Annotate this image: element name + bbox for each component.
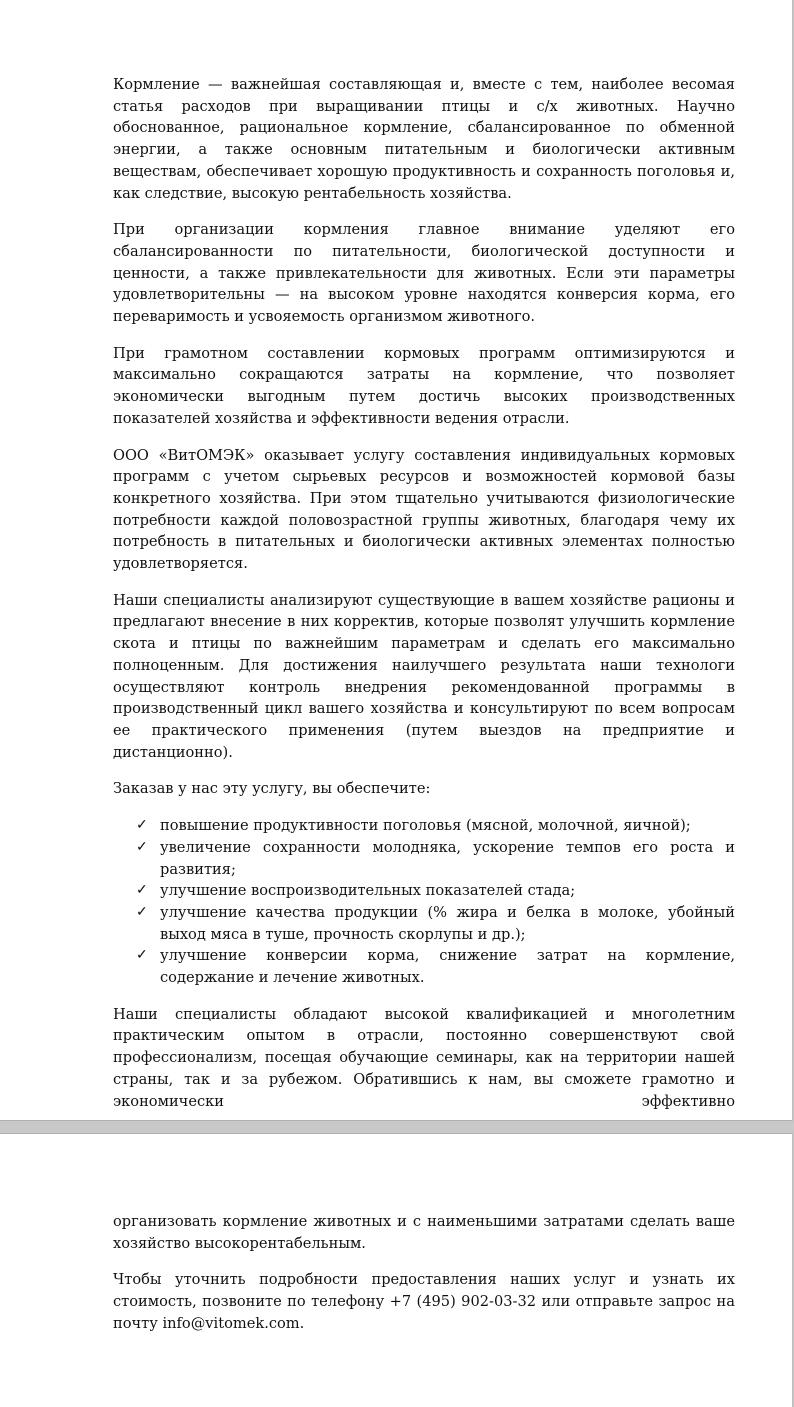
paragraph-continuation: организовать кормление животных и с наименьшими затратами сделать ваше хозяйство высокорентабельным.: [113, 1213, 735, 1252]
paragraph-specialists-analysis: Наши специалисты анализируют существующие в вашем хозяйстве рационы и предлагают внесение в них корректив, которые позволят улучшить кормление скота и птицы по важнейшим параметрам и сделать его максимально полноценным. Для достижения наилучшего результата наши технологи осуществляют контроль внедрения рекомендованной программы в производственный цикл вашего хозяйства и консультируют по всем вопросам ее практического применения (путем выездов на предприятие и дистанционно).: [113, 591, 735, 761]
list-intro: Заказав у нас эту услугу, вы обеспечите:: [113, 780, 431, 798]
paragraph-programs: При грамотном составлении кормовых программ оптимизируются и максимально сокращаются затраты на кормление, что позволяет экономически выгодным путем достичь высоких производственных показателей хозяйства и эффективности ведения отрасли.: [113, 344, 735, 427]
list-item: [136, 880, 735, 902]
list-item-text: повышение продуктивности поголовья (мясной, молочной, яичной);: [160, 817, 691, 835]
paragraph-intro: Кормление — важнейшая составляющая и, вместе с тем, наиболее весомая статья расходов при выращивании птицы и с/х животных. Научно обоснованное, рациональное кормление, сбалансированное по обменной энергии, а также основным питательным и биологически активным веществам, обеспечивает хорошую продуктивность и сохранность поголовья и, как следствие, высокую рентабельность хозяйства.: [113, 76, 735, 202]
page-2-content: [113, 1211, 735, 1350]
list-item-text: улучшение качества продукции (% жира и белка в молоке, убойный выход мяса в туше, прочность скорлупы и др.);: [160, 903, 735, 943]
list-item: [136, 902, 735, 945]
paragraph-contacts: Чтобы уточнить подробности предоставления наших услуг и узнать их стоимость, позвоните по телефону +7 (495) 902-03-32 или отправьте запрос на почту info@vitomek.com.: [113, 1271, 735, 1332]
list-item: [136, 945, 735, 988]
list-item-text: увеличение сохранности молодняка, ускорение темпов его роста и развития;: [160, 838, 735, 878]
check-icon: ✓: [136, 903, 148, 920]
page-1-content: [113, 74, 735, 1127]
document-page-2: [0, 1133, 793, 1407]
check-icon: ✓: [136, 947, 148, 964]
check-icon: ✓: [136, 882, 148, 899]
paragraph-organization: При организации кормления главное внимание уделяют его сбалансированности по питательности, биологической доступности и ценности, а также привлекательности для животных. Если эти параметры удовлетворительны — на высоком уровне находятся конверсия корма, его переваримость и усвояемость организмом животного.: [113, 221, 735, 326]
list-item-text: улучшение воспроизводительных показателей стада;: [160, 882, 576, 900]
paragraph-qualification: Наши специалисты обладают высокой квалификацией и многолетним практическим опытом в отрасли, постоянно совершенствуют свой профессионализм, посещая обучающие семинары, как на территории нашей страны, так и за рубежом. Обратившись к нам, вы сможете грамотно и экономически эффективно: [113, 1005, 735, 1110]
list-item: [136, 815, 735, 837]
paragraph-company-service: ООО «ВитОМЭК» оказывает услугу составления индивидуальных кормовых программ с учетом сырьевых ресурсов и возможностей кормовой базы конкретного хозяйства. При этом тщательно учитываются физиологические потребности каждой половозрастной группы животных, благодаря чему их потребность в питательных и биологически активных элементах полностью удовлетворяется.: [113, 446, 735, 573]
list-item-text: улучшение конверсии корма, снижение затрат на кормление, содержание и лечение животных.: [160, 947, 735, 987]
check-icon: ✓: [136, 817, 148, 834]
benefits-list: [113, 815, 735, 989]
check-icon: ✓: [136, 838, 148, 855]
list-item: [136, 837, 735, 880]
